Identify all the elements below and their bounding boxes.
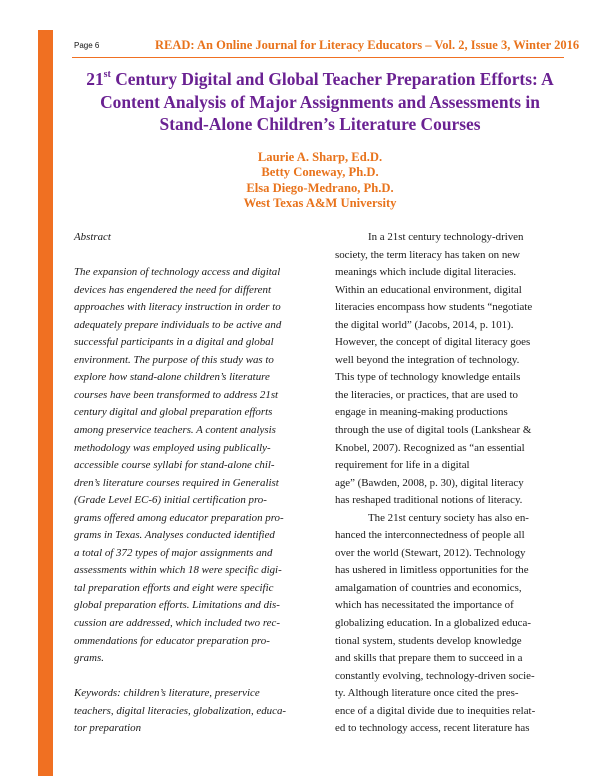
author-block [110, 150, 530, 212]
body-line: literacies encompass how students “negotiate [335, 301, 533, 314]
title-ordinal-suffix: st [103, 69, 111, 81]
body-line: However, the concept of digital literacy goes [335, 336, 531, 349]
body-line: age” (Bawden, 2008, p. 30), digital literacy [335, 476, 524, 489]
body-line: constantly evolving, technology-driven socie- [335, 669, 535, 682]
abstract-line: environment. The purpose of this study was to [74, 353, 274, 366]
body-line: which has necessitated the importance of [335, 599, 514, 612]
body-line: ence of a digital divide due to inequities relat- [335, 704, 536, 717]
abstract-line: grams in Texas. Analyses conducted identified [74, 529, 275, 542]
body-line: amalgamation of countries and economics, [335, 581, 522, 594]
body-line: Within an educational environment, digital [335, 283, 522, 296]
abstract-line: methodology was employed using publically- [74, 441, 271, 454]
keywords-line: teachers, digital literacies, globalization, educa- [74, 704, 287, 717]
abstract-line: among preservice teachers. A content analysis [74, 424, 276, 437]
body-line: Knobel, 2007). Recognized as “an essential [335, 441, 525, 454]
body-line: tional system, students develop knowledge [335, 634, 522, 647]
article-title [62, 68, 578, 136]
abstract-line: assessments within which 18 were specific digi- [74, 564, 282, 577]
keywords-line: Keywords: children’s literature, preservice [74, 687, 260, 700]
body-line: ty. Although literature once cited the pres- [335, 687, 519, 700]
journal-running-head: READ: An Online Journal for Literacy Educators – Vol. 2, Issue 3, Winter 2016 [155, 38, 580, 52]
title-line-2: Content Analysis of Major Assignments and Assessments in [100, 91, 540, 112]
body-line: over the world (Stewart, 2012). Technology [335, 546, 526, 559]
keywords-line: tor preparation [74, 722, 142, 735]
abstract-line: The expansion of technology access and digital [74, 266, 281, 279]
body-line: hanced the interconnectedness of people all [335, 529, 525, 542]
body-line: engage in meaning-making productions [335, 406, 508, 419]
abstract-heading: Abstract [74, 231, 111, 243]
abstract-line: cussion are addressed, which included two rec- [74, 617, 280, 630]
abstract-line: century digital and global preparation efforts [74, 406, 273, 419]
abstract-line: devices has engendered the need for different [74, 283, 271, 296]
body-line: This type of technology knowledge entails [335, 371, 521, 384]
title-line-1: Century Digital and Global Teacher Preparation Efforts: A [110, 69, 554, 89]
abstract-line: successful participants in a digital and global [74, 336, 274, 349]
abstract-line: grams. [74, 652, 104, 665]
body-line: has ushered in limitless opportunities for the [335, 564, 529, 577]
abstract-line: ommendations for educator preparation pro- [74, 634, 270, 647]
side-accent-bar [38, 30, 53, 776]
spacer [74, 668, 306, 686]
body-column [335, 229, 573, 738]
spacer [74, 247, 306, 265]
abstract-line: (Grade Level EC-6) initial certification pro- [74, 494, 267, 507]
abstract-line: global preparation efforts. Limitations and dis- [74, 599, 280, 612]
body-line: well beyond the integration of technology. [335, 353, 520, 366]
title-line-3: Stand-Alone Children’s Literature Courses [159, 114, 481, 134]
abstract-line: approaches with literacy instruction in order to [74, 301, 281, 314]
body-line: globalizing education. In a globalized educa- [335, 617, 531, 630]
body-line: ed to technology access, recent literature has [335, 722, 530, 735]
author-name: Laurie A. Sharp, Ed.D. [257, 150, 383, 164]
abstract-line: accessible course syllabi for stand-alone chil- [74, 459, 275, 472]
body-line: has reshaped traditional notions of literacy. [335, 494, 523, 507]
body-line: requirement for life in a digital [335, 459, 470, 472]
abstract-line: adequately prepare individuals to be active and [74, 318, 282, 331]
body-line: meanings which include digital literacies. [335, 266, 517, 279]
body-line: The 21st century society has also en- [368, 511, 529, 524]
author-name: Elsa Diego-Medrano, Ph.D. [246, 180, 394, 195]
body-line: society, the term literacy has taken on new [335, 248, 520, 261]
body-line: the digital world” (Jacobs, 2014, p. 101). [335, 318, 514, 331]
title-ordinal-number: 21 [86, 69, 104, 89]
body-line: through the use of digital tools (Lankshear & [335, 424, 532, 437]
abstract-column [74, 229, 306, 738]
author-affiliation: West Texas A&M University [243, 196, 397, 211]
header-rule [72, 57, 564, 58]
body-line: In a 21st century technology-driven [368, 231, 524, 243]
abstract-line: courses have been transformed to address 21st [74, 388, 279, 401]
abstract-line: tal preparation efforts and eight were specific [74, 581, 274, 594]
body-line: the literacies, or practices, that are used to [335, 388, 518, 401]
author-name: Betty Coneway, Ph.D. [261, 165, 379, 180]
page-number: Page 6 [74, 41, 100, 50]
abstract-line: grams offered among educator preparation pro- [74, 511, 284, 524]
abstract-line: a total of 372 types of major assignments and [74, 546, 273, 559]
body-line: and skills that prepare them to succeed in a [335, 652, 523, 665]
abstract-line: dren’s literature courses required in Generalist [74, 476, 279, 489]
abstract-line: explore how stand-alone children’s literature [74, 371, 270, 384]
